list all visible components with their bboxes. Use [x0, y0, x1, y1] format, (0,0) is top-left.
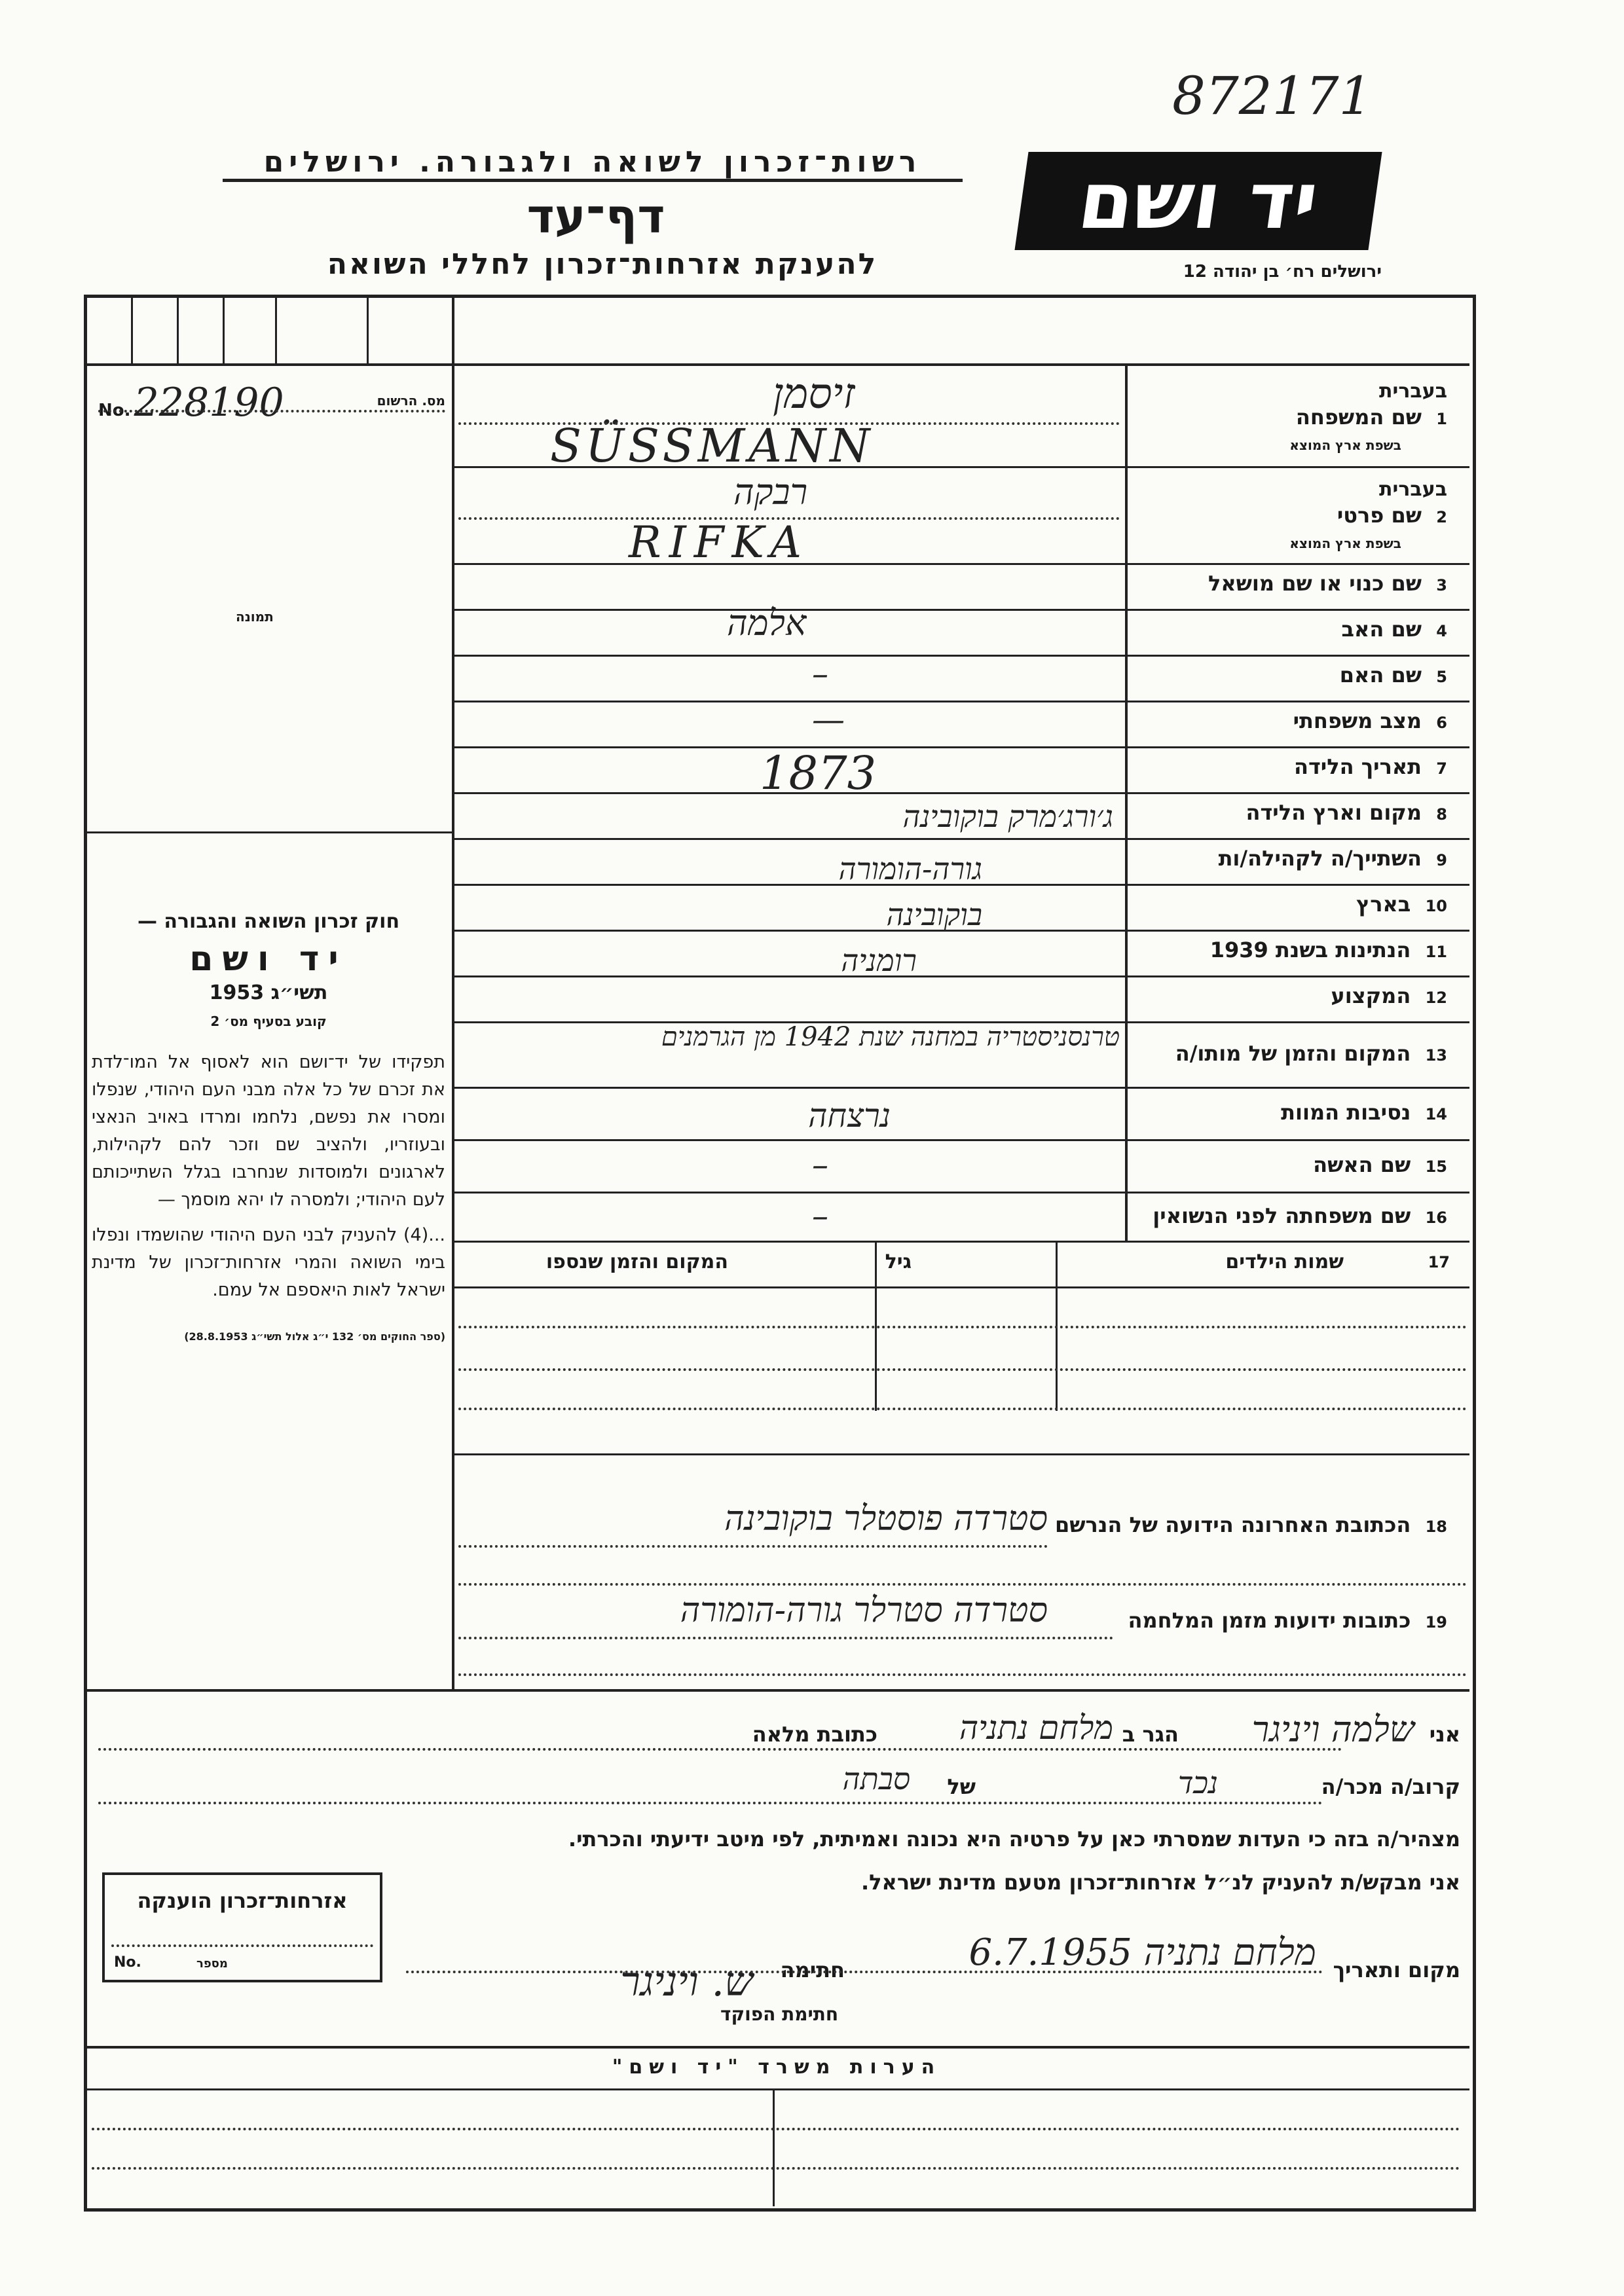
field-16-label: 16 שם משפחתה לפני הנשואין	[1153, 1203, 1447, 1228]
field-5-value: —	[812, 701, 845, 738]
law-name: יד ושם	[189, 939, 348, 979]
field-6-value: 1873	[760, 746, 877, 800]
children-header-place: המקום והזמן שנספו	[545, 1250, 728, 1273]
official-signature-label: חתימת הפוקד	[720, 2003, 839, 2025]
field-14-value: –	[812, 1146, 828, 1184]
children-header-age: גיל	[885, 1250, 912, 1273]
field-4-label: 4 שם האב	[1341, 617, 1447, 642]
corner-number: 872171	[1172, 65, 1373, 126]
field-1-local-hint: בשפת ארץ המוצא	[1289, 437, 1401, 453]
declaration-line-2: קרוב/ה מכר/ה נכד של סבתה	[842, 1761, 1460, 1800]
law-year: תשי״ג 1953	[209, 981, 328, 1004]
field-2-value-hebrew: רבקה	[733, 471, 808, 513]
field-13-value: נרצחה	[808, 1097, 891, 1135]
children-header-names: שמות הילדים	[1225, 1250, 1344, 1273]
law-box	[92, 910, 445, 1343]
declarant-relation: נכד	[1177, 1765, 1218, 1800]
field-15-label: 15 שם האשה	[1313, 1152, 1447, 1177]
yad-vashem-logo: יד ושם	[1014, 152, 1382, 250]
field-1-value-local: SÜSSMANN	[550, 419, 874, 473]
place-date-row: מקום ותאריך מלחם נתניה 6.7.1955 חתימה ש. ויניגר	[620, 1931, 1460, 2005]
field-1-value-hebrew: זיסמן	[773, 370, 855, 418]
address: ירושלים רח׳ בן יהודה 12	[1183, 262, 1382, 282]
field-9-value: בוקובינה	[886, 897, 982, 932]
law-text-2: ...(4) להעניק לבני העם היהודי שהושמדו ונפלו בימי השואה והמרי אזרחות־זכרון של מדינת ישראל לאות היאספם אל עמם.	[92, 1225, 445, 1300]
law-text: תפקידו של יד־ושם הוא לאסוף אל המו־לדת את זכרם של כל אלה מבני העם היהודי, שנפלו ומסרו את נפשם, נלחמו ומרדו באויב הנאצי ובעוזריו, ולהציב שם וזכר להם לקהילות, לארגונים ולמוסדות שנחרבו בגלל השתייכותם לעם היהודי; ולמסרה לו יהא מוסמך —	[92, 1052, 445, 1210]
registration-no-label: מס. הרשום	[377, 393, 445, 409]
field-19-value: סטרדה סטרלר גורה-הומורה	[680, 1591, 1048, 1630]
declarant-residence: מלחם נתניה	[959, 1709, 1113, 1747]
field-12-label: 12 המקצוע	[1331, 983, 1447, 1008]
field-8-value: גורה-הומורה	[838, 851, 982, 886]
field-7-label: 7 תאריך הלידה	[1293, 754, 1447, 779]
field-13-label: 13 המקום והזמן של מותו/ה	[1175, 1041, 1447, 1066]
field-10-value: רומניה	[841, 943, 917, 978]
org-name: רשות־זכרון לשואה ולגבורה. ירושלים	[223, 145, 963, 182]
office-notes-title: הערות משרד "יד ושם"	[612, 2056, 942, 2079]
declaration-statement-2: אני מבקש/ת להעניק לנ״ל אזרחות־זכרון מטעם מדינת ישראל.	[861, 1870, 1460, 1895]
declaration-line-1: אני שלמה ויניגר הגר ב מלחם נתניה כתובת מלאה	[752, 1709, 1460, 1750]
photo-label: תמונה	[236, 609, 274, 625]
children-table-header: 17 שמות הילדים גיל המקום והזמן שנספו	[545, 1250, 1450, 1273]
form-subtitle: להענקת אזרחות־זכרון לחללי השואה	[327, 247, 878, 281]
citizenship-box: אזרחות־זכרון הוענקה No. מספר	[102, 1872, 382, 1982]
field-3-value: אלמה	[727, 602, 807, 644]
law-source: (ספר החוקים מס׳ 132 י״ג אלול תשי״ג 28.8.1953)	[184, 1330, 445, 1343]
field-10-label: 10 בארץ	[1356, 892, 1447, 917]
signature-value: ש. ויניגר	[620, 1958, 753, 2005]
field-1-hebrew-hint: בעברית	[1379, 380, 1447, 403]
form-title: דף־עד	[526, 189, 665, 244]
field-12-value: טרנסניסטריה במחנה שנת 1942 מן הגרמנים	[661, 1022, 1120, 1052]
law-clause: קובע בסעיף מס׳ 2	[210, 1013, 327, 1029]
field-19-label: 19 כתובות ידועות מזמן המלחמה	[1128, 1608, 1447, 1633]
field-15-value: –	[812, 1197, 828, 1235]
field-7-value: ג׳ורג׳מרק בוקובינה	[902, 799, 1113, 834]
law-title: חוק זכרון השואה והגבורה —	[137, 910, 400, 933]
declarant-name: שלמה ויניגר	[1251, 1709, 1414, 1750]
field-2-local-hint: בשפת ארץ המוצא	[1289, 536, 1401, 551]
field-3-label: 3 שם כנוי או שם מושאל	[1208, 571, 1447, 596]
field-8-label: 8 מקום וארץ הלידה	[1246, 800, 1447, 825]
field-14-label: 14 נסיבות המוות	[1281, 1100, 1447, 1125]
declaration-statement-1: מצהיר/ה בזה כי העדות שמסרתי כאן על פרטיה היא נכונה ואמיתית, לפי מיטב ידיעתי והכרתי.	[568, 1827, 1460, 1851]
place-date-value: מלחם נתניה 6.7.1955	[969, 1931, 1316, 1974]
registration-number: 228190	[134, 380, 284, 426]
field-18-value: סטרדה פוסטלר בוקובינה	[724, 1499, 1048, 1539]
citizenship-box-title: אזרחות־זכרון הוענקה	[137, 1888, 348, 1913]
field-2-hebrew-hint: בעברית	[1379, 478, 1447, 501]
field-4-value: –	[812, 655, 828, 693]
field-2-value-local: RIFKA	[629, 517, 809, 568]
field-9-label: 9 השתייך/ה לקהילה/ות	[1218, 846, 1447, 871]
field-2-label: 2 שם פרטי	[1337, 503, 1447, 528]
declarant-of: סבתה	[842, 1761, 910, 1796]
field-1-label: 1 שם המשפחה	[1295, 405, 1447, 429]
field-18-label: 18 הכתובת האחרונה הידועה של הנרשם	[1055, 1512, 1447, 1537]
field-6-label: 6 מצב משפחתי	[1293, 708, 1447, 733]
registration-no-prefix: No.	[98, 401, 131, 420]
field-11-label: 11 הנתינות בשנת 1939	[1209, 938, 1447, 962]
field-5-label: 5 שם האם	[1339, 663, 1447, 687]
